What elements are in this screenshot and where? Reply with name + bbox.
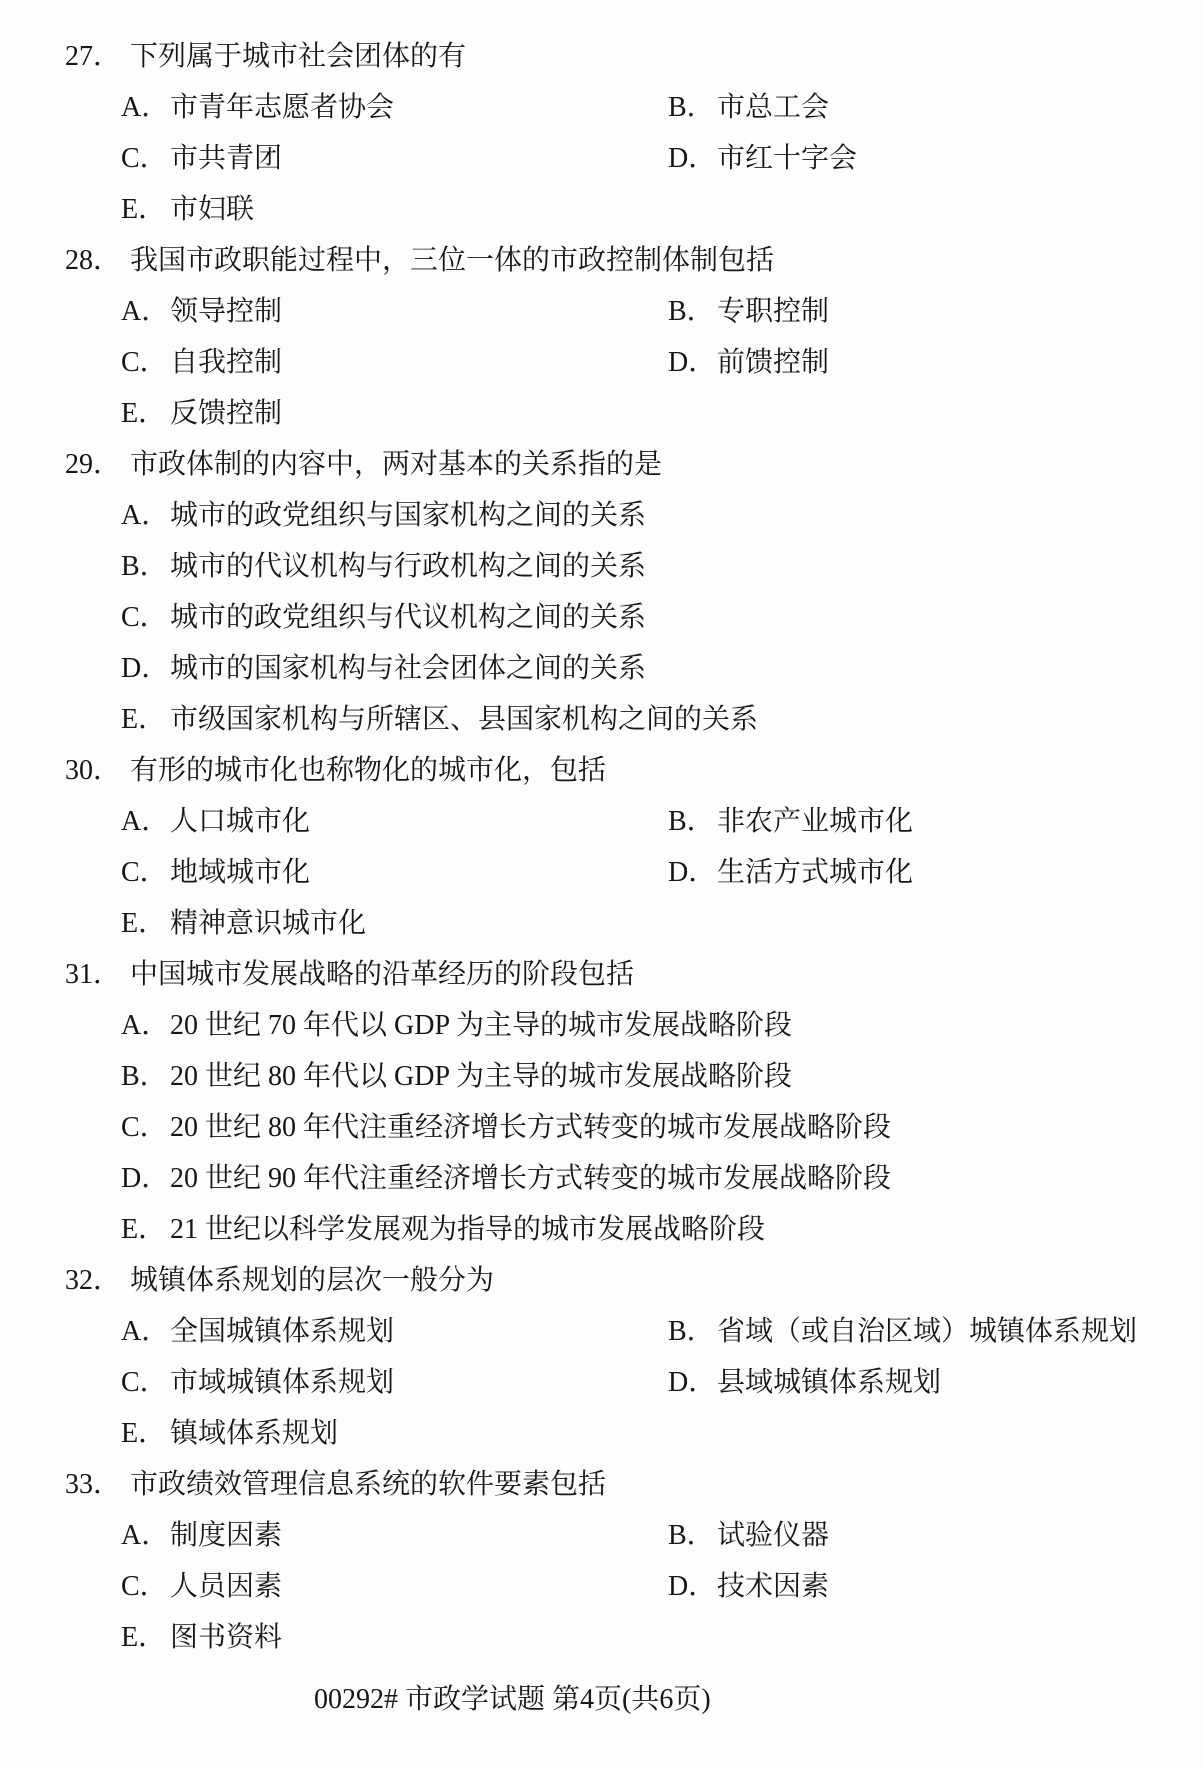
option-30D-text: 生活方式城市化 [717, 857, 914, 888]
question-28-stem-row [0, 235, 1203, 286]
option-31D-text: 20 世纪 90 年代注重经济增长方式转变的城市发展战略阶段 [170, 1163, 892, 1194]
option-33E [121, 1622, 282, 1653]
option-32E [121, 1418, 338, 1449]
option-30C-text: 地域城市化 [170, 857, 311, 888]
question-27-number: 27． [65, 41, 122, 72]
question-30-stem-row [0, 745, 1203, 796]
option-31C-text: 20 世纪 80 年代注重经济增长方式转变的城市发展战略阶段 [170, 1112, 892, 1143]
option-31C [121, 1112, 891, 1143]
option-33B [668, 1520, 829, 1551]
question-30-options-row-3 [0, 898, 1203, 949]
option-31D-label: D． [121, 1163, 170, 1194]
option-31C-label: C． [121, 1112, 168, 1143]
question-31-options-row-3 [0, 1102, 1203, 1153]
option-31E [121, 1214, 765, 1245]
option-28A-label: A． [121, 296, 170, 327]
question-31-number: 31． [65, 959, 122, 990]
option-28B-label: B． [668, 296, 715, 327]
option-31A [121, 1010, 792, 1041]
option-32D-text: 县域城镇体系规划 [717, 1367, 942, 1398]
option-28D-text: 前馈控制 [717, 347, 830, 378]
option-31E-label: E． [121, 1214, 167, 1245]
option-32C-text: 市域城镇体系规划 [170, 1367, 395, 1398]
option-27D-label: D． [668, 143, 717, 174]
question-29 [0, 439, 1203, 745]
option-29B [121, 551, 646, 582]
option-32A-label: A． [121, 1316, 170, 1347]
option-30E-label: E． [121, 908, 167, 939]
question-33-number: 33． [65, 1469, 122, 1500]
option-33C-text: 人员因素 [170, 1571, 283, 1602]
option-30E-text: 精神意识城市化 [170, 908, 367, 939]
question-29-options-row-2 [0, 541, 1203, 592]
question-33 [0, 1459, 1203, 1663]
option-27A [121, 82, 668, 133]
option-33A [121, 1510, 668, 1561]
option-28C-text: 自我控制 [170, 347, 283, 378]
question-27-stem-text: 下列属于城市社会团体的有 [130, 41, 467, 72]
option-30B [668, 806, 913, 837]
option-28C [121, 337, 668, 388]
page-footer-text: 00292# 市政学试题 第4页(共6页) [314, 1684, 711, 1715]
option-27A-label: A． [121, 92, 170, 123]
question-31 [0, 949, 1203, 1255]
question-33-options-row-2 [0, 1561, 1203, 1612]
option-28C-label: C． [121, 347, 168, 378]
option-30A-label: A． [121, 806, 170, 837]
option-31B [121, 1061, 792, 1092]
option-29B-label: B． [121, 551, 168, 582]
question-31-options-row-5 [0, 1204, 1203, 1255]
question-29-number: 29． [65, 449, 122, 480]
option-33D-label: D． [668, 1571, 717, 1602]
option-30A [121, 796, 668, 847]
option-33D-text: 技术因素 [717, 1571, 830, 1602]
option-29E [121, 704, 758, 735]
option-30C [121, 847, 668, 898]
option-33E-label: E． [121, 1622, 167, 1653]
option-28E-label: E． [121, 398, 167, 429]
option-28E-text: 反馈控制 [170, 398, 283, 429]
option-29E-label: E． [121, 704, 167, 735]
question-30-number: 30． [65, 755, 122, 786]
option-28D-label: D． [668, 347, 717, 378]
option-27C-text: 市共青团 [170, 143, 283, 174]
question-33-stem-row [0, 1459, 1203, 1510]
option-32D [668, 1367, 941, 1398]
question-29-options-row-5 [0, 694, 1203, 745]
question-32-options-row-1 [0, 1306, 1203, 1357]
option-32C [121, 1357, 668, 1408]
question-32-stem-row [0, 1255, 1203, 1306]
option-27B [668, 92, 829, 123]
question-32-options-row-2 [0, 1357, 1203, 1408]
question-27 [0, 31, 1203, 235]
question-32-options-row-3 [0, 1408, 1203, 1459]
option-27B-text: 市总工会 [717, 92, 830, 123]
question-27-stem-row [0, 31, 1203, 82]
option-30D [668, 857, 913, 888]
option-27C-label: C． [121, 143, 168, 174]
question-29-options-row-4 [0, 643, 1203, 694]
question-29-stem-text: 市政体制的内容中，两对基本的关系指的是 [130, 449, 663, 480]
question-32 [0, 1255, 1203, 1459]
option-33D [668, 1571, 829, 1602]
question-29-options-row-1 [0, 490, 1203, 541]
question-28-options-row-1 [0, 286, 1203, 337]
question-28-stem-text: 我国市政职能过程中，三位一体的市政控制体制包括 [130, 245, 775, 276]
question-32-number: 32． [65, 1265, 122, 1296]
option-32B [668, 1316, 1137, 1347]
option-28B-text: 专职控制 [717, 296, 830, 327]
option-32E-label: E． [121, 1418, 167, 1449]
question-27-options-row-3 [0, 184, 1203, 235]
option-27E [121, 194, 254, 225]
question-27-options-row-2 [0, 133, 1203, 184]
option-32C-label: C． [121, 1367, 168, 1398]
option-32A-text: 全国城镇体系规划 [170, 1316, 395, 1347]
option-33A-text: 制度因素 [170, 1520, 283, 1551]
option-28D [668, 347, 829, 378]
option-29A-text: 城市的政党组织与国家机构之间的关系 [170, 500, 647, 531]
option-30E [121, 908, 366, 939]
option-29A-label: A． [121, 500, 170, 531]
option-27D [668, 143, 857, 174]
question-30 [0, 745, 1203, 949]
option-29C-text: 城市的政党组织与代议机构之间的关系 [170, 602, 647, 633]
option-29A [121, 500, 646, 531]
option-29B-text: 城市的代议机构与行政机构之间的关系 [170, 551, 647, 582]
question-31-options-row-2 [0, 1051, 1203, 1102]
option-27A-text: 市青年志愿者协会 [170, 92, 395, 123]
option-31E-text: 21 世纪以科学发展观为指导的城市发展战略阶段 [170, 1214, 766, 1245]
option-29C-label: C． [121, 602, 168, 633]
option-29D [121, 653, 646, 684]
question-28-options-row-2 [0, 337, 1203, 388]
option-31D [121, 1163, 891, 1194]
option-29C [121, 602, 646, 633]
question-33-options-row-1 [0, 1510, 1203, 1561]
question-30-options-row-1 [0, 796, 1203, 847]
option-33C [121, 1561, 668, 1612]
question-33-options-row-3 [0, 1612, 1203, 1663]
question-31-stem-row [0, 949, 1203, 1000]
question-30-stem-text: 有形的城市化也称物化的城市化，包括 [130, 755, 607, 786]
question-28-number: 28． [65, 245, 122, 276]
option-31A-label: A． [121, 1010, 170, 1041]
question-31-stem-text: 中国城市发展战略的沿革经历的阶段包括 [130, 959, 635, 990]
option-30D-label: D． [668, 857, 717, 888]
question-31-options-row-4 [0, 1153, 1203, 1204]
question-28-options-row-3 [0, 388, 1203, 439]
option-33B-text: 试验仪器 [717, 1520, 830, 1551]
option-31B-label: B． [121, 1061, 168, 1092]
option-27E-text: 市妇联 [170, 194, 255, 225]
option-32D-label: D． [668, 1367, 717, 1398]
question-29-stem-row [0, 439, 1203, 490]
option-28B [668, 296, 829, 327]
option-33B-label: B． [668, 1520, 715, 1551]
option-29D-label: D． [121, 653, 170, 684]
option-28E [121, 398, 282, 429]
option-32E-text: 镇域体系规划 [170, 1418, 339, 1449]
option-31A-text: 20 世纪 70 年代以 GDP 为主导的城市发展战略阶段 [170, 1010, 792, 1041]
option-32B-label: B． [668, 1316, 715, 1347]
question-32-stem-text: 城镇体系规划的层次一般分为 [130, 1265, 495, 1296]
question-33-stem-text: 市政绩效管理信息系统的软件要素包括 [130, 1469, 607, 1500]
option-28A [121, 286, 668, 337]
option-29E-text: 市级国家机构与所辖区、县国家机构之间的关系 [170, 704, 759, 735]
question-31-options-row-1 [0, 1000, 1203, 1051]
option-27B-label: B． [668, 92, 715, 123]
option-30B-label: B． [668, 806, 715, 837]
option-27D-text: 市红十字会 [717, 143, 858, 174]
question-30-options-row-2 [0, 847, 1203, 898]
question-28 [0, 235, 1203, 439]
option-30A-text: 人口城市化 [170, 806, 311, 837]
option-30B-text: 非农产业城市化 [717, 806, 914, 837]
option-30C-label: C． [121, 857, 168, 888]
option-33C-label: C． [121, 1571, 168, 1602]
option-31B-text: 20 世纪 80 年代以 GDP 为主导的城市发展战略阶段 [170, 1061, 792, 1092]
question-29-options-row-3 [0, 592, 1203, 643]
option-32A [121, 1306, 668, 1357]
option-32B-text: 省域（或自治区域）城镇体系规划 [717, 1316, 1138, 1347]
option-27C [121, 133, 668, 184]
option-29D-text: 城市的国家机构与社会团体之间的关系 [170, 653, 647, 684]
option-33E-text: 图书资料 [170, 1622, 283, 1653]
page-footer [0, 1674, 1203, 1725]
option-28A-text: 领导控制 [170, 296, 283, 327]
question-27-options-row-1 [0, 82, 1203, 133]
option-27E-label: E． [121, 194, 167, 225]
option-33A-label: A． [121, 1520, 170, 1551]
